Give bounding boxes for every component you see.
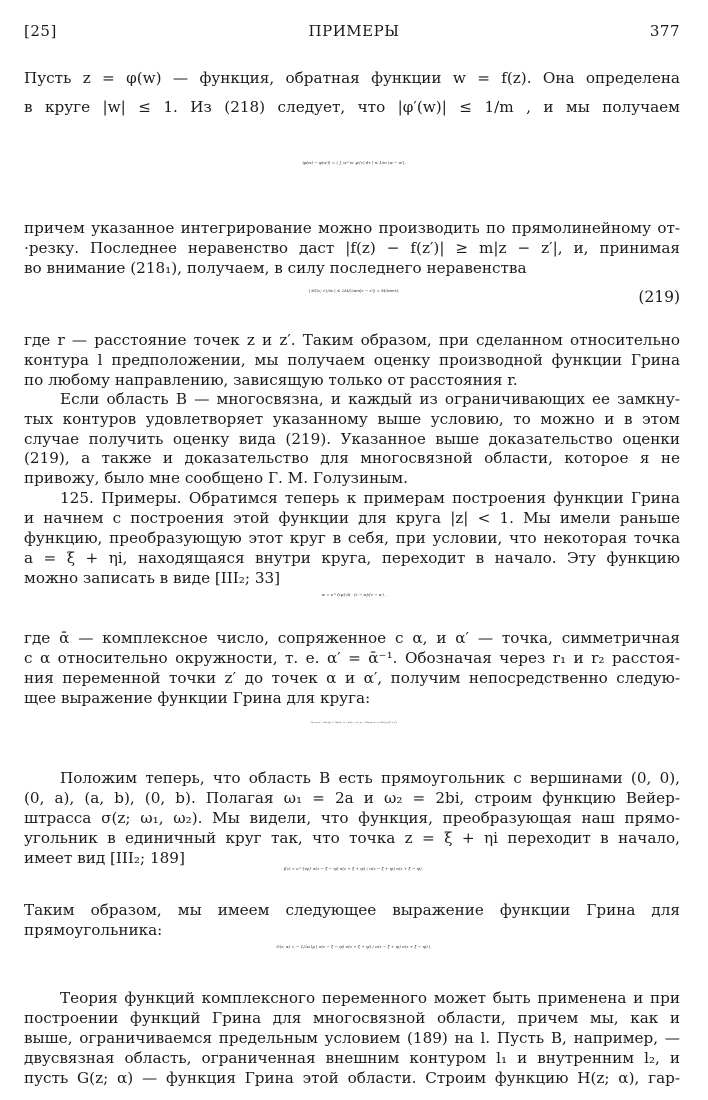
text-line: причем указанное интегрирование можно производить по прямолинейному от- bbox=[24, 219, 680, 237]
text-line: во внимание (218₁), получаем, в силу последнего неравенства bbox=[24, 259, 527, 277]
text-line: построении функций Грина для многосвязной области, причем мы, как и bbox=[24, 1009, 680, 1027]
text-line: выше, ограничиваемся предельным условием (189) на l. Пусть B, например, — bbox=[24, 1029, 680, 1047]
text-line: контура l предположении, мы получаем оценку производной функции Грина bbox=[24, 351, 680, 369]
text-line: прямоугольника: bbox=[24, 921, 163, 939]
equation-rectangle-mapping: f(z) = e^{iψ} σ(z − ξ − ηi) σ(z + ξ + ηi) / σ(z − ξ + ηi) σ(z + ξ − ηi) . bbox=[283, 866, 425, 871]
equation-219: | ∂G(z; z′)/∂x | ≤ 2M/(2πm|z − z′|) = M/(πmr), bbox=[308, 288, 400, 293]
running-title: ПРИМЕРЫ bbox=[308, 22, 400, 40]
text-line: штрасса σ(z; ω₁, ω₂). Мы видели, что функция, преобразующая наш прямо- bbox=[24, 809, 680, 827]
equation-number: (219) bbox=[638, 288, 680, 306]
text-line: щее выражение функции Грина для круга: bbox=[24, 689, 371, 707]
text-line: угольник в единичный круг так, что точка z = ξ + ηi переходит в начало, bbox=[24, 829, 680, 847]
text-line: где r — расстояние точек z и z′. Таким образом, при сделанном относительно bbox=[24, 331, 680, 349]
text-line: a = ξ + ηi, находящаяся внутри круга, переходит в начало. Эту функцию bbox=[24, 549, 680, 567]
text-line: (219), а также и доказательство для многосвязной области, которое я не bbox=[24, 449, 680, 467]
text-line: Теория функций комплексного переменного может быть применена и при bbox=[60, 989, 680, 1007]
text-line: Пусть z = φ(w) — функция, обратная функции w = f(z). Она определена bbox=[24, 69, 680, 87]
text-line: двусвязная область, ограниченная внешним контуром l₁ и внутренним l₂, и bbox=[24, 1049, 680, 1067]
text-line: случае получить оценку вида (219). Указанное выше доказательство оценки bbox=[24, 430, 680, 448]
text-line: ·резку. Последнее неравенство даст |f(z) − f(z′)| ≥ m|z − z′|, и, принимая bbox=[24, 239, 680, 257]
text-line: тых контуров удовлетворяет указанному выше условию, то можно и в этом bbox=[24, 410, 680, 428]
text-line: привожу, было мне сообщено Г. М. Голузиным. bbox=[24, 469, 408, 487]
section-heading-line: 125. Примеры. Обратимся теперь к примерам построения функции Грина bbox=[60, 489, 680, 507]
equation-green-rectangle: G(z; α) = − 1/2π lg | σ(z − ξ − ηi) σ(z + ξ + ηi) / σ(z − ξ + ηi) σ(z + ξ − ηi) |. bbox=[276, 944, 432, 949]
equation-mapping: w = e^{iψ}/ᾱ · (z − α)/(z − α′) , bbox=[321, 592, 387, 597]
equation-green-circle: G(z; α) = − 1/2π lg | e^{iψ}/ᾱ · (z − α)/(z − α′) | = − 1/2π lg r₁/r₂ + 1/2π lg √(ξ² + η²). bbox=[310, 722, 398, 724]
text-line: где ᾱ — комплексное число, сопряженное с α, и α′ — точка, симметричная bbox=[24, 629, 680, 647]
equation-integral-estimate: |φ(w) − φ(w′)| = | ∫_w^w′ φ′(τ) dτ | ≤ 1/m |w − w′|, bbox=[302, 160, 406, 165]
text-line: пусть G(z; α) — функция Грина этой области. Строим функцию H(z; α), гар- bbox=[24, 1069, 680, 1087]
text-line: по любому направлению, зависящую только от расстояния r. bbox=[24, 371, 518, 389]
text-line: Положим теперь, что область B есть прямоугольник с вершинами (0, 0), bbox=[60, 769, 680, 787]
page-number: 377 bbox=[649, 22, 680, 40]
text-line: имеет вид [III₂; 189] bbox=[24, 849, 185, 867]
text-line: и начнем с построения этой функции для круга |z| < 1. Мы имели раньше bbox=[24, 509, 680, 527]
text-line: с α относительно окружности, т. е. α′ = ᾱ⁻¹. Обозначая через r₁ и r₂ расстоя- bbox=[24, 649, 680, 667]
section-number: [25] bbox=[24, 22, 57, 40]
text-line: можно записать в виде [III₂; 33] bbox=[24, 569, 281, 587]
text-line: (0, a), (a, b), (0, b). Полагая ω₁ = 2a и ω₂ = 2bi, строим функцию Вейер- bbox=[24, 789, 680, 807]
text-line: ния переменной точки z′ до точек α и α′, получим непосредственно следую- bbox=[24, 669, 680, 687]
text-line: в круге |w| ≤ 1. Из (218) следует, что |φ′(w)| ≤ 1/m , и мы получаем bbox=[24, 98, 680, 116]
text-line: функцию, преобразующую этот круг в себя, при условии, что некоторая точка bbox=[24, 529, 680, 547]
text-line: Если область B — многосвязна, и каждый из ограничивающих ее замкну- bbox=[60, 390, 680, 408]
text-line: Таким образом, мы имеем следующее выражение функции Грина для bbox=[24, 901, 680, 919]
